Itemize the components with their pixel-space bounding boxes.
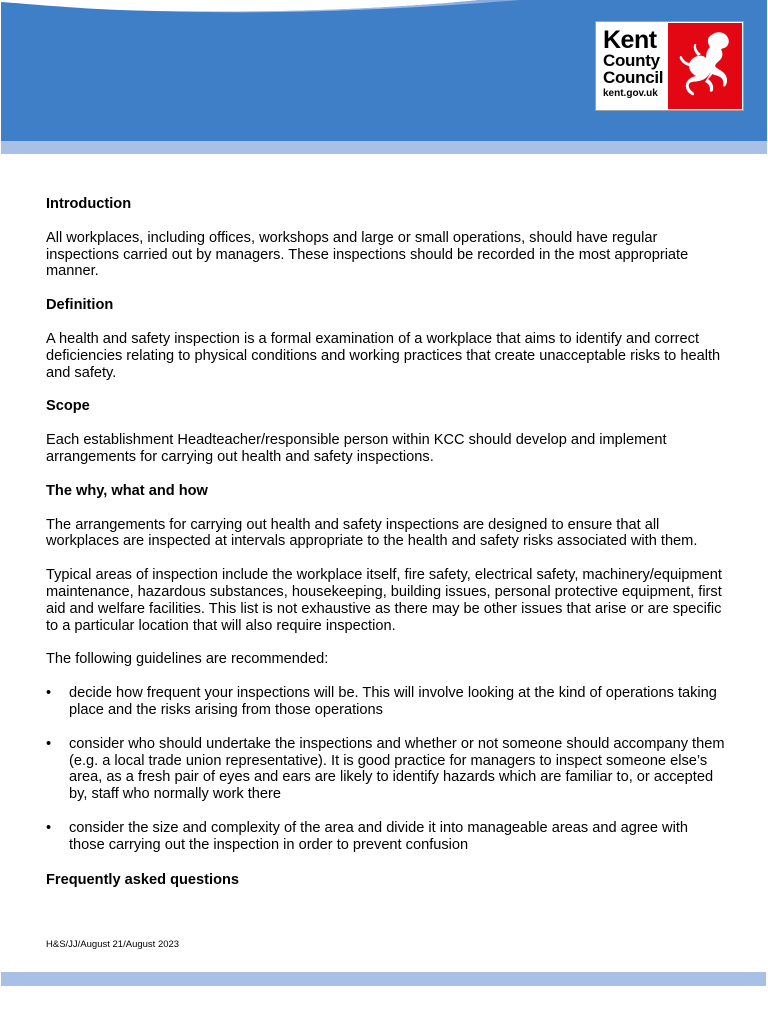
footer-band	[1, 972, 766, 986]
list-item-text: consider who should undertake the inspections and whether or not someone should accompany them (e.g. a local trade union representative). It is good practice for managers to inspect someone else’s area, as a fresh pair of eyes and ears are likely to identify hazards which are familiar to, or accepted by, staff who normally work there	[69, 735, 725, 803]
bullet-icon: •	[46, 685, 52, 702]
guidelines-list	[46, 685, 726, 853]
definition-paragraph: A health and safety inspection is a formal examination of a workplace that aims to identify and correct deficiencies relating to physical conditions and working practices that create unacceptable risks to health and safety.	[46, 330, 721, 381]
page-header-banner	[0, 0, 768, 155]
document-reference: H&S/JJ/August 21/August 2023	[46, 939, 180, 950]
bullet-icon: •	[46, 819, 52, 836]
white-horse-icon	[668, 23, 742, 109]
scope-paragraph: Each establishment Headteacher/responsible person within KCC should develop and implement arrangements for carrying out health and safety inspections.	[46, 432, 667, 465]
logo-line-county: County	[603, 51, 660, 70]
bullet-icon: •	[46, 735, 52, 752]
section-heading-faq: Frequently asked questions	[46, 871, 240, 888]
why-what-how-paragraph-2: Typical areas of inspection include the workplace itself, fire safety, electrical safety, machinery/equipment maintenance, hazardous substances, housekeeping, building issues, personal protective equipment, first aid and welfare facilities. This list is not exhaustive as there may be other issues that arise or are specific to a particular location that will also require inspection.	[46, 567, 722, 634]
logo-line-kent: Kent	[603, 26, 657, 54]
logo-wordmark	[603, 28, 667, 100]
section-heading-introduction: Introduction	[46, 196, 132, 212]
section-heading-scope: Scope	[46, 398, 90, 415]
guidelines-intro-paragraph: The following guidelines are recommended:	[46, 651, 329, 668]
section-heading-definition: Definition	[46, 297, 114, 314]
why-what-how-paragraph-1: The arrangements for carrying out health and safety inspections are designed to ensure that all workplaces are inspected at intervals appropriate to the health and safety risks associated with them.	[46, 516, 698, 550]
section-heading-why-what-how: The why, what and how	[46, 482, 208, 499]
list-item-text: consider the size and complexity of the area and divide it into manageable areas and agree with those carrying out the inspection in order to prevent confusion	[69, 819, 688, 853]
list-item-text: decide how frequent your inspections will be. This will involve looking at the kind of operations taking place and the risks arising from those operations	[69, 685, 717, 718]
logo-url: kent.gov.uk	[603, 88, 658, 99]
kent-county-council-logo	[595, 21, 744, 111]
introduction-paragraph: All workplaces, including offices, workshops and large or small operations, should have regular inspections carried out by managers. These inspections should be recorded in the most appropriate manner.	[46, 229, 689, 280]
list-item	[46, 820, 726, 854]
list-item	[46, 685, 726, 719]
document-body	[46, 196, 726, 905]
list-item	[46, 736, 726, 803]
logo-line-council: Council	[603, 68, 664, 87]
